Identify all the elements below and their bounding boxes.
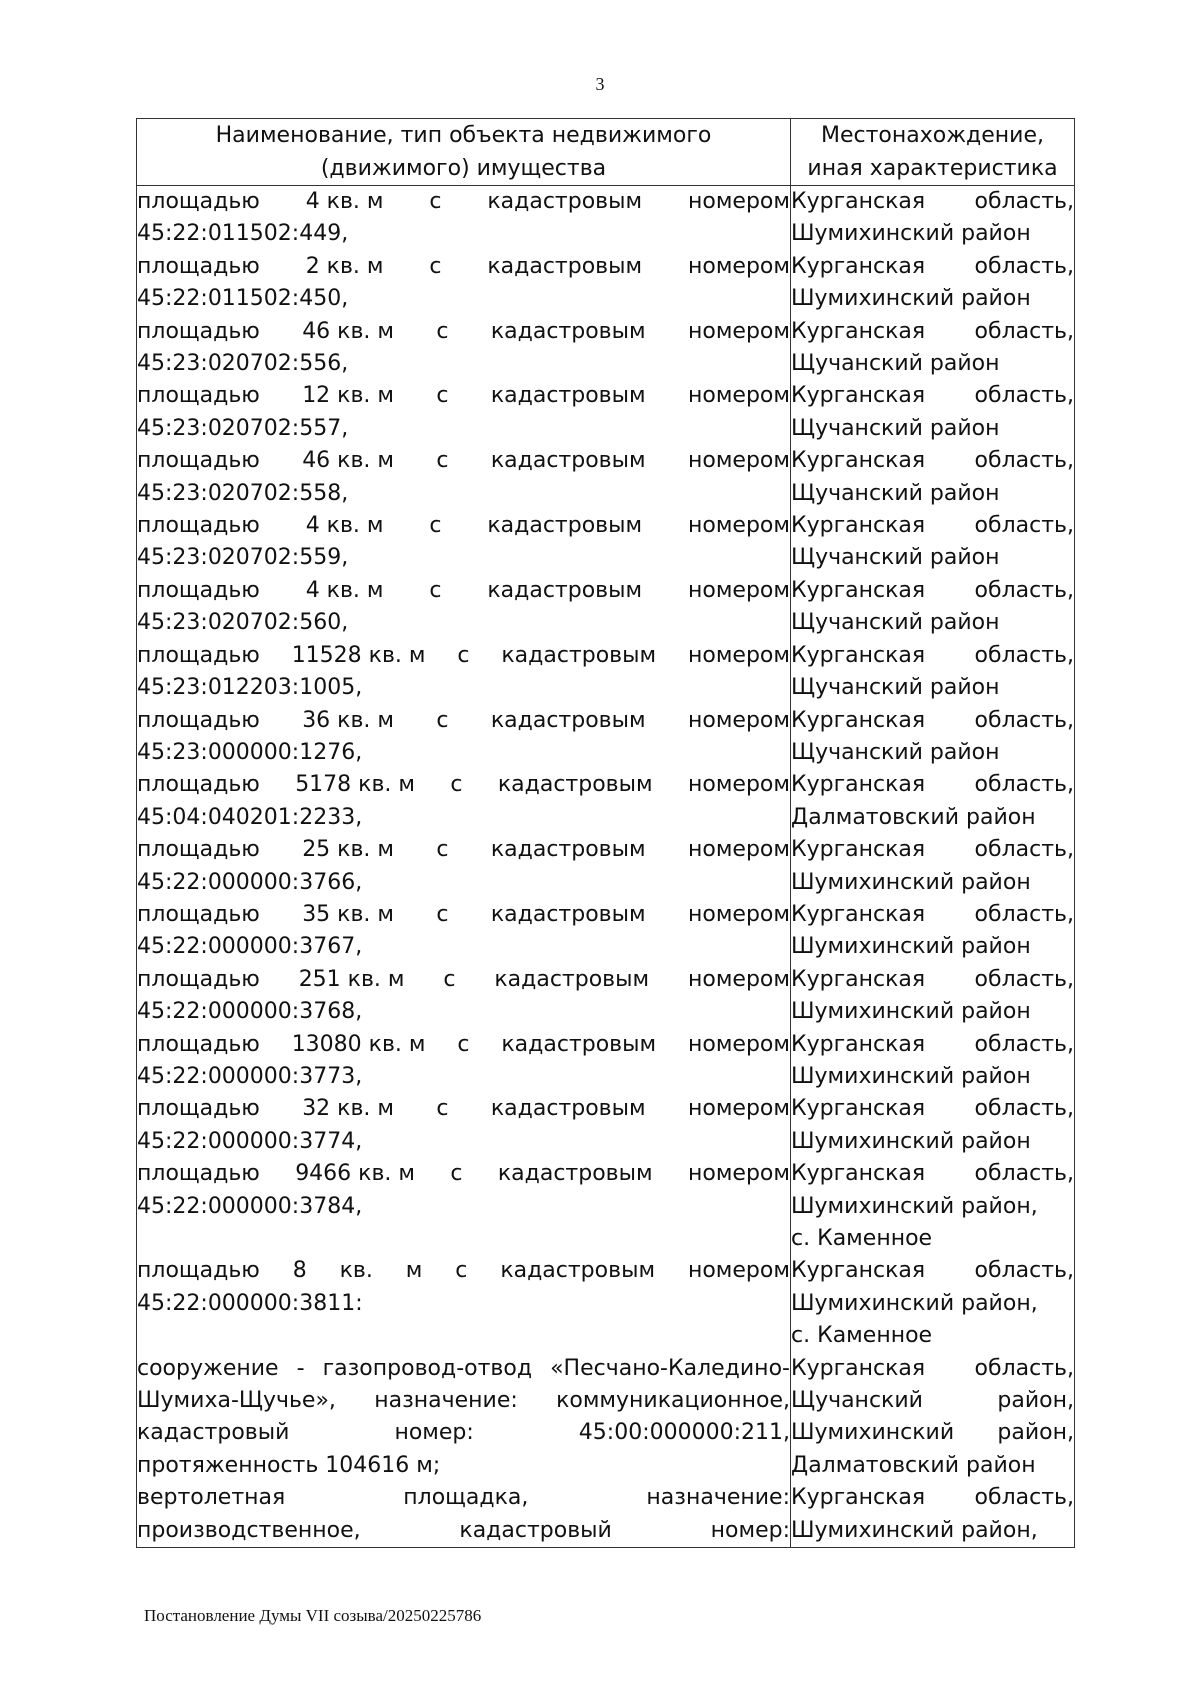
word-number: номером xyxy=(687,253,790,279)
cadastral-number: 45:23:020702:560, xyxy=(137,610,349,636)
word-area: площадью xyxy=(137,577,260,603)
item-first-line xyxy=(137,510,790,542)
word-area: площадью xyxy=(137,1096,260,1122)
word-cadastral: кадастровым xyxy=(490,837,646,863)
list-item xyxy=(137,316,790,381)
district: Далматовский район xyxy=(791,1452,1036,1478)
item-first-line xyxy=(137,1158,790,1190)
item-first-line xyxy=(137,251,790,283)
word-with: с xyxy=(436,1096,449,1122)
area-value: 13080 кв. м xyxy=(291,1031,426,1057)
region-word: Курганская xyxy=(791,901,926,927)
word-number: номером xyxy=(687,837,790,863)
table-header-row xyxy=(137,119,1075,186)
cadastral-number: 45:22:000000:3811: xyxy=(137,1290,363,1316)
list-item xyxy=(137,1093,790,1158)
district: Шумихинский район, xyxy=(791,1290,1038,1316)
region-word: Курганская xyxy=(791,1355,926,1381)
list-item xyxy=(137,640,790,705)
word-with: с xyxy=(429,513,442,539)
word-cadastral: кадастровым xyxy=(494,966,650,992)
district: Шумихинский район xyxy=(791,934,1031,960)
list-item-pipeline xyxy=(137,1353,790,1483)
property-table xyxy=(136,118,1075,1548)
word-with: с xyxy=(443,966,456,992)
region-word: Курганская xyxy=(791,1096,926,1122)
area-value: 36 кв. м xyxy=(302,707,395,733)
region-word: Курганская xyxy=(791,383,926,409)
word-area: площадью xyxy=(137,707,260,733)
oblast-word: область, xyxy=(974,642,1074,668)
word-area: площадью xyxy=(137,513,260,539)
cadastral-number: 45:22:000000:3774, xyxy=(137,1128,363,1154)
district: Шумихинский район xyxy=(791,221,1031,247)
pipeline-word: кадастровый xyxy=(137,1420,290,1446)
word-area: площадью xyxy=(137,772,260,798)
location-item xyxy=(791,1029,1074,1094)
word-area: площадью xyxy=(137,642,260,668)
item-first-line xyxy=(137,575,790,607)
word-area: площадью xyxy=(137,189,260,214)
pipeline-word: коммуникационное, xyxy=(556,1387,790,1413)
district: Шумихинский район xyxy=(791,1128,1031,1154)
oblast-word: область, xyxy=(974,1161,1074,1187)
list-item xyxy=(137,186,790,251)
oblast-word: область, xyxy=(974,448,1074,474)
word-cadastral: кадастровым xyxy=(497,772,653,798)
district: Щучанский район xyxy=(791,675,1000,701)
location-line xyxy=(791,1353,1074,1385)
region-word: Курганская xyxy=(791,1485,926,1511)
area-value: 4 кв. м xyxy=(305,577,384,603)
location-first-line xyxy=(791,899,1074,931)
pipeline-word: «Песчано-Каледино- xyxy=(550,1355,790,1381)
word-area: площадью xyxy=(137,253,260,279)
region-word: Курганская xyxy=(791,707,926,733)
word-area: площадью xyxy=(137,1258,260,1284)
location-item-pipeline xyxy=(791,1353,1074,1483)
list-item-3784 xyxy=(137,1158,790,1255)
word-sq: кв. xyxy=(339,1258,373,1284)
area-number: 8 xyxy=(292,1258,307,1284)
location-item xyxy=(791,186,1074,251)
area-value: 25 кв. м xyxy=(302,837,395,863)
word-m: м xyxy=(405,1258,423,1284)
item-first-line xyxy=(137,964,790,996)
word-with: с xyxy=(429,253,442,279)
location-first-line xyxy=(791,1255,1074,1287)
locations-cell xyxy=(791,186,1075,1548)
word-with: с xyxy=(450,772,463,798)
item-first-line xyxy=(137,834,790,866)
word-with: с xyxy=(457,1031,470,1057)
oblast-word: область, xyxy=(974,1485,1074,1511)
location-first-line xyxy=(791,705,1074,737)
oblast-word: область, xyxy=(974,837,1074,863)
area-value: 46 кв. м xyxy=(302,318,395,344)
location-item xyxy=(791,640,1074,705)
oblast-word: область, xyxy=(974,1096,1074,1122)
location-item xyxy=(791,251,1074,316)
location-item xyxy=(791,316,1074,381)
location-item xyxy=(791,769,1074,834)
region-word: Курганская xyxy=(791,448,926,474)
header-col1-line1: Наименование, тип объекта недвижимого xyxy=(215,123,712,148)
oblast-word: область, xyxy=(974,901,1074,927)
location-first-line xyxy=(791,186,1074,218)
header-col1-line2: (движимого) имущества xyxy=(320,156,607,181)
pipeline-line-1 xyxy=(137,1353,790,1385)
header-location xyxy=(791,119,1075,186)
item-first-line xyxy=(137,380,790,412)
heliport-word: производственное, xyxy=(137,1517,361,1543)
heliport-word: площадка, xyxy=(403,1485,529,1511)
word-number: номером xyxy=(687,1096,790,1122)
pipeline-word: газопровод-отвод xyxy=(322,1355,533,1381)
objects-cell xyxy=(137,186,791,1548)
item-first-line xyxy=(137,640,790,672)
location-first-line xyxy=(791,640,1074,672)
location-first-line xyxy=(791,251,1074,283)
word-cadastral: кадастровым xyxy=(497,1161,653,1187)
word-with: с xyxy=(436,901,449,927)
location-first-line xyxy=(791,1093,1074,1125)
village: с. Каменное xyxy=(791,1323,933,1349)
header-col2-line2: иная характеристика xyxy=(807,156,1058,181)
cadastral-number: 45:23:000000:1276, xyxy=(137,739,363,765)
word-number: номером xyxy=(687,383,790,409)
area-value: 35 кв. м xyxy=(302,901,395,927)
location-item xyxy=(791,834,1074,899)
location-item xyxy=(791,899,1074,964)
region-word: Курганская xyxy=(791,772,926,798)
word-cadastral: кадастровым xyxy=(490,901,646,927)
word-cadastral: кадастровым xyxy=(487,513,643,539)
word-with: с xyxy=(436,318,449,344)
cadastral-number: 45:23:020702:558, xyxy=(137,480,349,506)
list-item-3811 xyxy=(137,1255,790,1352)
region-word: Курганская xyxy=(791,318,926,344)
list-item xyxy=(137,510,790,575)
item-first-line xyxy=(137,1029,790,1061)
item-first-line xyxy=(137,316,790,348)
area-value: 32 кв. м xyxy=(302,1096,395,1122)
oblast-word: область, xyxy=(974,189,1074,214)
location-item xyxy=(791,964,1074,1029)
list-item xyxy=(137,899,790,964)
header-name-type xyxy=(137,119,791,186)
oblast-word: область, xyxy=(974,966,1074,992)
word-number: номером xyxy=(687,772,790,798)
district-suffix: район, xyxy=(997,1388,1074,1414)
word-cadastral: кадастровым xyxy=(501,1031,657,1057)
area-value: 9466 кв. м xyxy=(295,1161,416,1187)
area-value: 5178 кв. м xyxy=(295,772,416,798)
item-first-line xyxy=(137,445,790,477)
location-item-heliport xyxy=(791,1482,1074,1547)
word-number: номером xyxy=(687,642,790,668)
location-item xyxy=(791,575,1074,640)
word-cadastral: кадастровым xyxy=(490,383,646,409)
cadastral-number: 45:22:000000:3766, xyxy=(137,869,363,895)
item-first-line xyxy=(137,1255,790,1287)
pipeline-cadastral-number: 45:00:000000:211, xyxy=(578,1420,790,1446)
district: Щучанский район xyxy=(791,351,1000,377)
district-word: Шумихинский xyxy=(791,1420,955,1446)
location-item xyxy=(791,380,1074,445)
oblast-word: область, xyxy=(974,1031,1074,1057)
oblast-word: область, xyxy=(974,1258,1074,1284)
oblast-word: область, xyxy=(974,383,1074,409)
locations-list xyxy=(791,186,1074,1158)
document-footer: Постановление Думы VII созыва/20250225786 xyxy=(144,1606,482,1625)
area-value: 2 кв. м xyxy=(305,253,384,279)
list-item xyxy=(137,964,790,1029)
location-first-line xyxy=(791,575,1074,607)
location-first-line xyxy=(791,510,1074,542)
objects-list xyxy=(137,186,790,1158)
region-word: Курганская xyxy=(791,1161,926,1187)
cadastral-number: 45:22:011502:449, xyxy=(137,221,349,247)
region-word: Курганская xyxy=(791,966,926,992)
district: Щучанский район xyxy=(791,610,1000,636)
region-word: Курганская xyxy=(791,1031,926,1057)
cadastral-number: 45:04:040201:2233, xyxy=(137,804,363,830)
location-first-line xyxy=(791,964,1074,996)
word-cadastral: кадастровым xyxy=(490,1096,646,1122)
word-number: номером xyxy=(687,707,790,733)
heliport-word: назначение: xyxy=(646,1485,790,1511)
page-number: 3 xyxy=(595,74,605,94)
list-item xyxy=(137,705,790,770)
heliport-word: кадастровый xyxy=(459,1517,612,1543)
location-first-line xyxy=(791,1158,1074,1190)
location-item xyxy=(791,510,1074,575)
word-number: номером xyxy=(687,189,790,214)
cadastral-number: 45:23:020702:556, xyxy=(137,351,349,377)
oblast-word: область, xyxy=(974,772,1074,798)
word-cadastral: кадастровым xyxy=(490,448,646,474)
area-value: 251 кв. м xyxy=(298,966,405,992)
word-cadastral: кадастровым xyxy=(501,642,657,668)
word-number: номером xyxy=(687,901,790,927)
cadastral-number: 45:23:012203:1005, xyxy=(137,675,363,701)
location-item-3784 xyxy=(791,1158,1074,1255)
district: Шумихинский район xyxy=(791,999,1031,1025)
word-area: площадью xyxy=(137,966,260,992)
region-word: Курганская xyxy=(791,513,926,539)
heliport-line-2 xyxy=(137,1515,790,1547)
village: с. Каменное xyxy=(791,1226,933,1251)
word-cadastral: кадастровым xyxy=(500,1258,656,1284)
word-area: площадью xyxy=(137,448,260,474)
area-value: 4 кв. м xyxy=(305,189,384,214)
list-item xyxy=(137,445,790,510)
oblast-word: область, xyxy=(974,318,1074,344)
word-number: номером xyxy=(687,1161,790,1187)
district: Щучанский район xyxy=(791,545,1000,571)
item-first-line xyxy=(137,899,790,931)
location-first-line xyxy=(791,316,1074,348)
word-with: с xyxy=(429,189,442,214)
word-number: номером xyxy=(687,1258,790,1284)
oblast-word: область, xyxy=(974,253,1074,279)
district: Шумихинский район xyxy=(791,1063,1031,1089)
pipeline-length: протяженность 104616 м; xyxy=(137,1452,441,1478)
list-item xyxy=(137,380,790,445)
item-first-line xyxy=(137,1093,790,1125)
location-item xyxy=(791,705,1074,770)
list-item xyxy=(137,834,790,899)
location-first-line xyxy=(791,834,1074,866)
word-cadastral: кадастровым xyxy=(490,707,646,733)
cadastral-number: 45:22:000000:3768, xyxy=(137,999,363,1025)
oblast-word: область, xyxy=(974,707,1074,733)
area-value: 46 кв. м xyxy=(302,448,395,474)
cadastral-number: 45:23:020702:557, xyxy=(137,415,349,441)
area-value: 11528 кв. м xyxy=(291,642,426,668)
pipeline-word: Шумиха-Щучье», xyxy=(137,1387,336,1413)
item-first-line xyxy=(137,705,790,737)
word-cadastral: кадастровым xyxy=(490,318,646,344)
cadastral-number: 45:22:011502:450, xyxy=(137,286,349,312)
word-area: площадью xyxy=(137,901,260,927)
item-first-line xyxy=(137,186,790,218)
list-item-heliport xyxy=(137,1482,790,1547)
pipeline-dash: - xyxy=(296,1355,305,1381)
location-item xyxy=(791,445,1074,510)
pipeline-line-3 xyxy=(137,1417,790,1449)
word-number: номером xyxy=(687,577,790,603)
location-first-line xyxy=(791,769,1074,801)
word-with: с xyxy=(436,837,449,863)
oblast-word: область, xyxy=(974,513,1074,539)
region-word: Курганская xyxy=(791,189,926,214)
district: Шумихинский район, xyxy=(791,1517,1038,1543)
cadastral-number: 45:23:020702:559, xyxy=(137,545,349,571)
header-col2-line1: Местонахождение, xyxy=(820,123,1044,148)
location-line xyxy=(791,1417,1074,1449)
word-area: площадью xyxy=(137,837,260,863)
word-number: номером xyxy=(687,513,790,539)
word-with: с xyxy=(455,1258,468,1284)
heliport-line-1 xyxy=(137,1482,790,1514)
location-item xyxy=(791,1093,1074,1158)
cadastral-number: 45:22:000000:3784, xyxy=(137,1193,363,1219)
district-suffix: район, xyxy=(997,1420,1074,1446)
word-number: номером xyxy=(687,966,790,992)
item-first-line xyxy=(137,769,790,801)
word-area: площадью xyxy=(137,318,260,344)
district: Щучанский район xyxy=(791,415,1000,441)
region-word: Курганская xyxy=(791,577,926,603)
location-line xyxy=(791,1385,1074,1417)
word-number: номером xyxy=(687,318,790,344)
word-with: с xyxy=(436,707,449,733)
region-word: Курганская xyxy=(791,1258,926,1284)
area-value: 4 кв. м xyxy=(305,513,384,539)
pipeline-word: номер: xyxy=(394,1420,474,1446)
heliport-word: вертолетная xyxy=(137,1485,286,1511)
word-with: с xyxy=(429,577,442,603)
word-with: с xyxy=(436,448,449,474)
district-word: Щучанский xyxy=(791,1388,923,1414)
location-first-line xyxy=(791,1029,1074,1061)
word-area: площадью xyxy=(137,1031,260,1057)
word-with: с xyxy=(457,642,470,668)
word-with: с xyxy=(450,1161,463,1187)
word-with: с xyxy=(436,383,449,409)
location-line xyxy=(791,1482,1074,1514)
cadastral-number: 45:22:000000:3773, xyxy=(137,1063,363,1089)
list-item xyxy=(137,769,790,834)
district: Шумихинский район xyxy=(791,869,1031,895)
word-cadastral: кадастровым xyxy=(487,253,643,279)
word-area: площадью xyxy=(137,1161,260,1187)
district: Щучанский район xyxy=(791,480,1000,506)
word-number: номером xyxy=(687,448,790,474)
word-number: номером xyxy=(687,1031,790,1057)
oblast-word: область, xyxy=(974,577,1074,603)
pipeline-word: назначение: xyxy=(374,1387,518,1413)
cadastral-number: 45:22:000000:3767, xyxy=(137,934,363,960)
location-item-3811 xyxy=(791,1255,1074,1352)
district: Шумихинский район, xyxy=(791,1193,1038,1219)
word-area: площадью xyxy=(137,383,260,409)
heliport-word: номер: xyxy=(710,1517,790,1543)
region-word: Курганская xyxy=(791,253,926,279)
location-first-line xyxy=(791,445,1074,477)
word-cadastral: кадастровым xyxy=(487,577,643,603)
district: Щучанский район xyxy=(791,739,1000,765)
word-cadastral: кадастровым xyxy=(487,189,643,214)
location-first-line xyxy=(791,380,1074,412)
region-word: Курганская xyxy=(791,837,926,863)
table-body-row xyxy=(137,186,1075,1548)
list-item xyxy=(137,251,790,316)
region-word: Курганская xyxy=(791,642,926,668)
list-item xyxy=(137,1029,790,1094)
district: Далматовский район xyxy=(791,804,1036,830)
oblast-word: область, xyxy=(974,1355,1074,1381)
pipeline-word: сооружение xyxy=(137,1355,279,1381)
district: Шумихинский район xyxy=(791,286,1031,312)
pipeline-line-2 xyxy=(137,1385,790,1417)
list-item xyxy=(137,575,790,640)
area-value: 12 кв. м xyxy=(302,383,395,409)
